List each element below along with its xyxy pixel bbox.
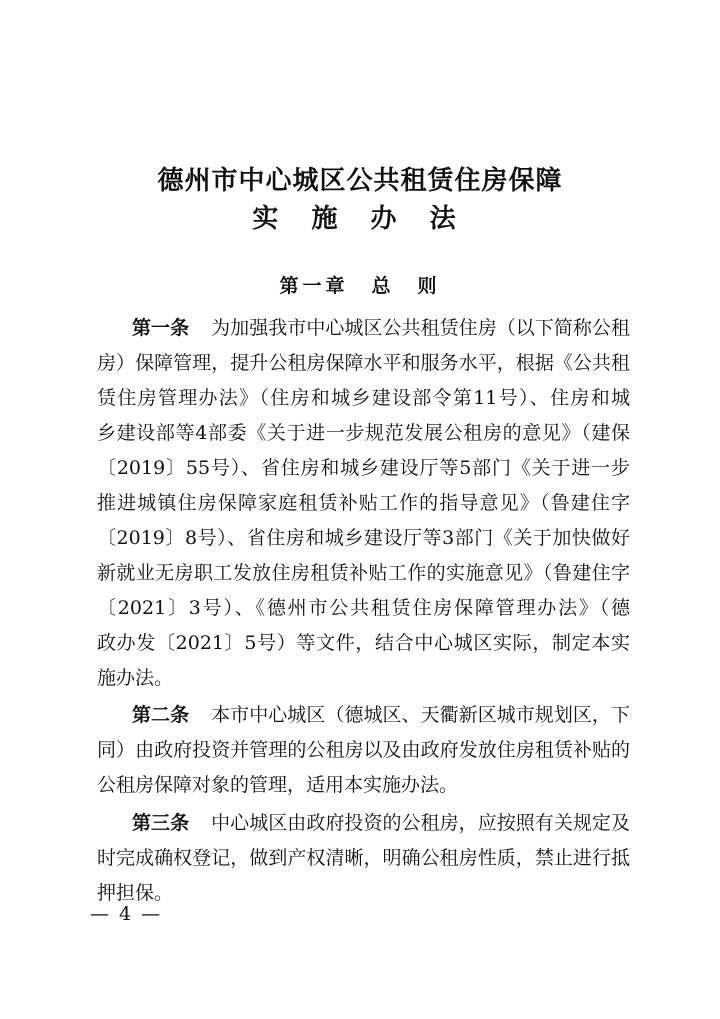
- document-title-line2: 实 施 办 法: [252, 204, 468, 234]
- page-number: — 4 —: [90, 903, 163, 925]
- article1-line: 房）保障管理，提升公租房保障水平和服务水平，根据《公共租: [97, 352, 630, 374]
- article1-line: 新就业无房职工发放住房租赁补贴工作的实施意见》（鲁建住字: [97, 562, 630, 584]
- article2-line: 公租房保障对象的管理，适用本实施办法。: [97, 774, 459, 796]
- article3-line: 第三条 中心城区由政府投资的公租房，应按照有关规定及: [132, 812, 630, 834]
- chapter-heading: 第一章 总 则: [279, 275, 441, 297]
- article1-line: 第一条 为加强我市中心城区公共租赁住房（以下简称公租: [132, 317, 630, 339]
- article3-line: 押担保。: [97, 882, 174, 904]
- article1-line: 赁住房管理办法》（住房和城乡建设部令第11号）、住房和城: [97, 387, 630, 409]
- article3-line: 时完成确权登记，做到产权清晰，明确公租房性质，禁止进行抵: [97, 847, 630, 869]
- article2-line: 第二条 本市中心城区（德城区、天衢新区城市规划区，下: [132, 704, 630, 726]
- article1-line: 〔2021〕3号）、《德州市公共租赁住房保障管理办法》（德: [97, 597, 630, 619]
- article2-line: 同）由政府投资并管理的公租房以及由政府发放住房租赁补贴的: [97, 739, 630, 761]
- article3-label: 第三条: [132, 812, 190, 834]
- article1-line: 政办发〔2021〕5号）等文件，结合中心城区实际，制定本实: [97, 632, 630, 654]
- article1-line: 推进城镇住房保障家庭租赁补贴工作的指导意见》（鲁建住字: [97, 492, 630, 514]
- article1-line: 〔2019〕55号）、省住房和城乡建设厅等5部门《关于进一步: [97, 457, 630, 479]
- article1-line: 乡建设部等4部委《关于进一步规范发展公租房的意见》（建保: [97, 422, 630, 444]
- article2-label: 第二条: [132, 704, 190, 726]
- document-title-line1: 德州市中心城区公共租赁住房保障: [157, 166, 563, 196]
- article1-line: 施办法。: [97, 667, 174, 689]
- article1-label: 第一条: [132, 317, 190, 339]
- article1-line: 〔2019〕8号）、省住房和城乡建设厅等3部门《关于加快做好: [97, 527, 630, 549]
